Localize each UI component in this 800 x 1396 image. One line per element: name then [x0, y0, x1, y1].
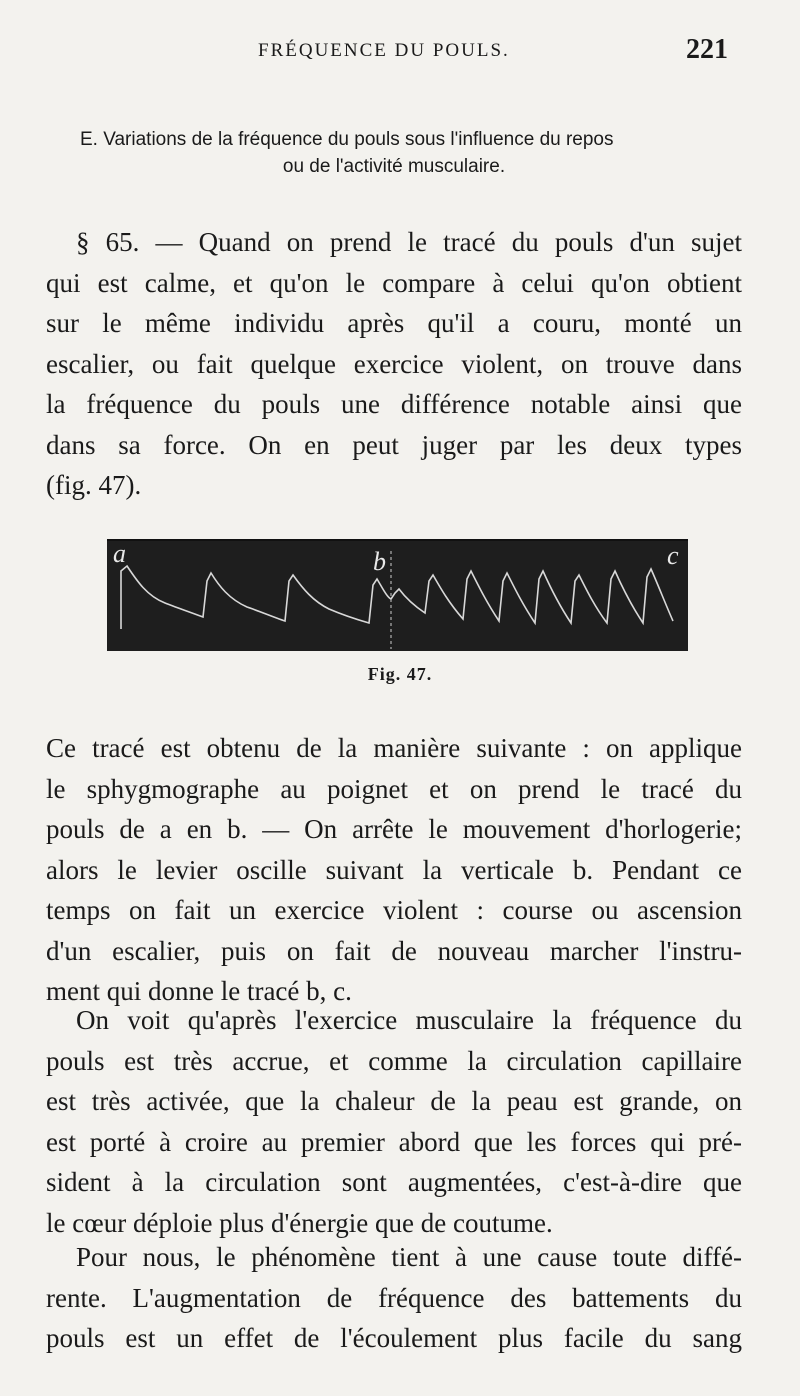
text-line: rente. L'augmentation de fréquence des battements du	[46, 1282, 742, 1313]
text-line: qui est calme, et qu'on le compare à celui qu'on obtient	[46, 267, 742, 298]
paragraph-3	[46, 1000, 742, 1243]
section-heading-line-2: ou de l'activité musculaire.	[282, 156, 506, 177]
text-line: est très activée, que la chaleur de la peau est grande, on	[46, 1086, 742, 1116]
text-line: Ce tracé est obtenu de la manière suivante : on applique	[46, 733, 742, 763]
text-line: sident à la circulation sont augmentées, c'est-à-dire que	[46, 1167, 742, 1197]
text-line: pouls de a en b. — On arrête le mouvement d'horlogerie;	[46, 814, 742, 844]
pulse-tracing-svg	[107, 541, 688, 651]
tracing-label-a: a	[113, 539, 126, 568]
paragraph-4	[46, 1237, 742, 1359]
running-title: FRÉQUENCE DU POULS.	[258, 40, 510, 61]
text-line: On voit qu'après l'exercice musculaire la fréquence du	[76, 1005, 742, 1035]
text-line: le sphygmographe au poignet et on prend le tracé du	[46, 773, 742, 804]
tracing-label-c: c	[667, 541, 679, 570]
pulse-tracing-b-c	[391, 569, 673, 623]
text-line: temps on fait un exercice violent : course ou ascension	[46, 895, 742, 925]
text-line: la fréquence du pouls une différence notable ainsi que	[46, 389, 742, 419]
text-line: d'un escalier, puis on fait de nouveau marcher l'instru-	[46, 935, 742, 966]
text-line: alors le levier oscille suivant la verticale b. Pendant ce	[46, 854, 742, 885]
text-line: escalier, ou fait quelque exercice violent, on trouve dans	[46, 348, 742, 379]
pulse-tracing-a-b	[121, 566, 391, 629]
tracing-label-b: b	[373, 547, 386, 576]
section-heading	[74, 126, 754, 180]
text-line: Pour nous, le phénomène tient à une cause toute diffé-	[76, 1242, 742, 1272]
text-line: est porté à croire au premier abord que les forces qui pré-	[46, 1126, 742, 1157]
text-line: ment qui donne le tracé b, c.	[46, 976, 352, 1006]
text-line: § 65. — Quand on prend le tracé du pouls d'un sujet	[76, 227, 742, 257]
text-line: le cœur déploie plus d'énergie que de coutume.	[46, 1207, 553, 1238]
text-line: sur le même individu après qu'il a couru, monté un	[46, 308, 742, 338]
page-number: 221	[686, 34, 728, 65]
text-line: pouls est très accrue, et comme la circulation capillaire	[46, 1045, 742, 1076]
section-heading-line-1: E. Variations de la fréquence du pouls sous l'influence du repos	[80, 129, 614, 150]
paragraph-2	[46, 728, 742, 1012]
pulse-tracing-figure	[107, 539, 688, 651]
text-line: (fig. 47).	[46, 470, 142, 500]
running-head	[0, 34, 800, 74]
figure-caption: Fig. 47.	[367, 664, 433, 684]
text-line: pouls est un effet de l'écoulement plus facile du sang	[46, 1323, 742, 1353]
paragraph-1	[46, 222, 742, 506]
text-line: dans sa force. On en peut juger par les deux types	[46, 429, 742, 460]
